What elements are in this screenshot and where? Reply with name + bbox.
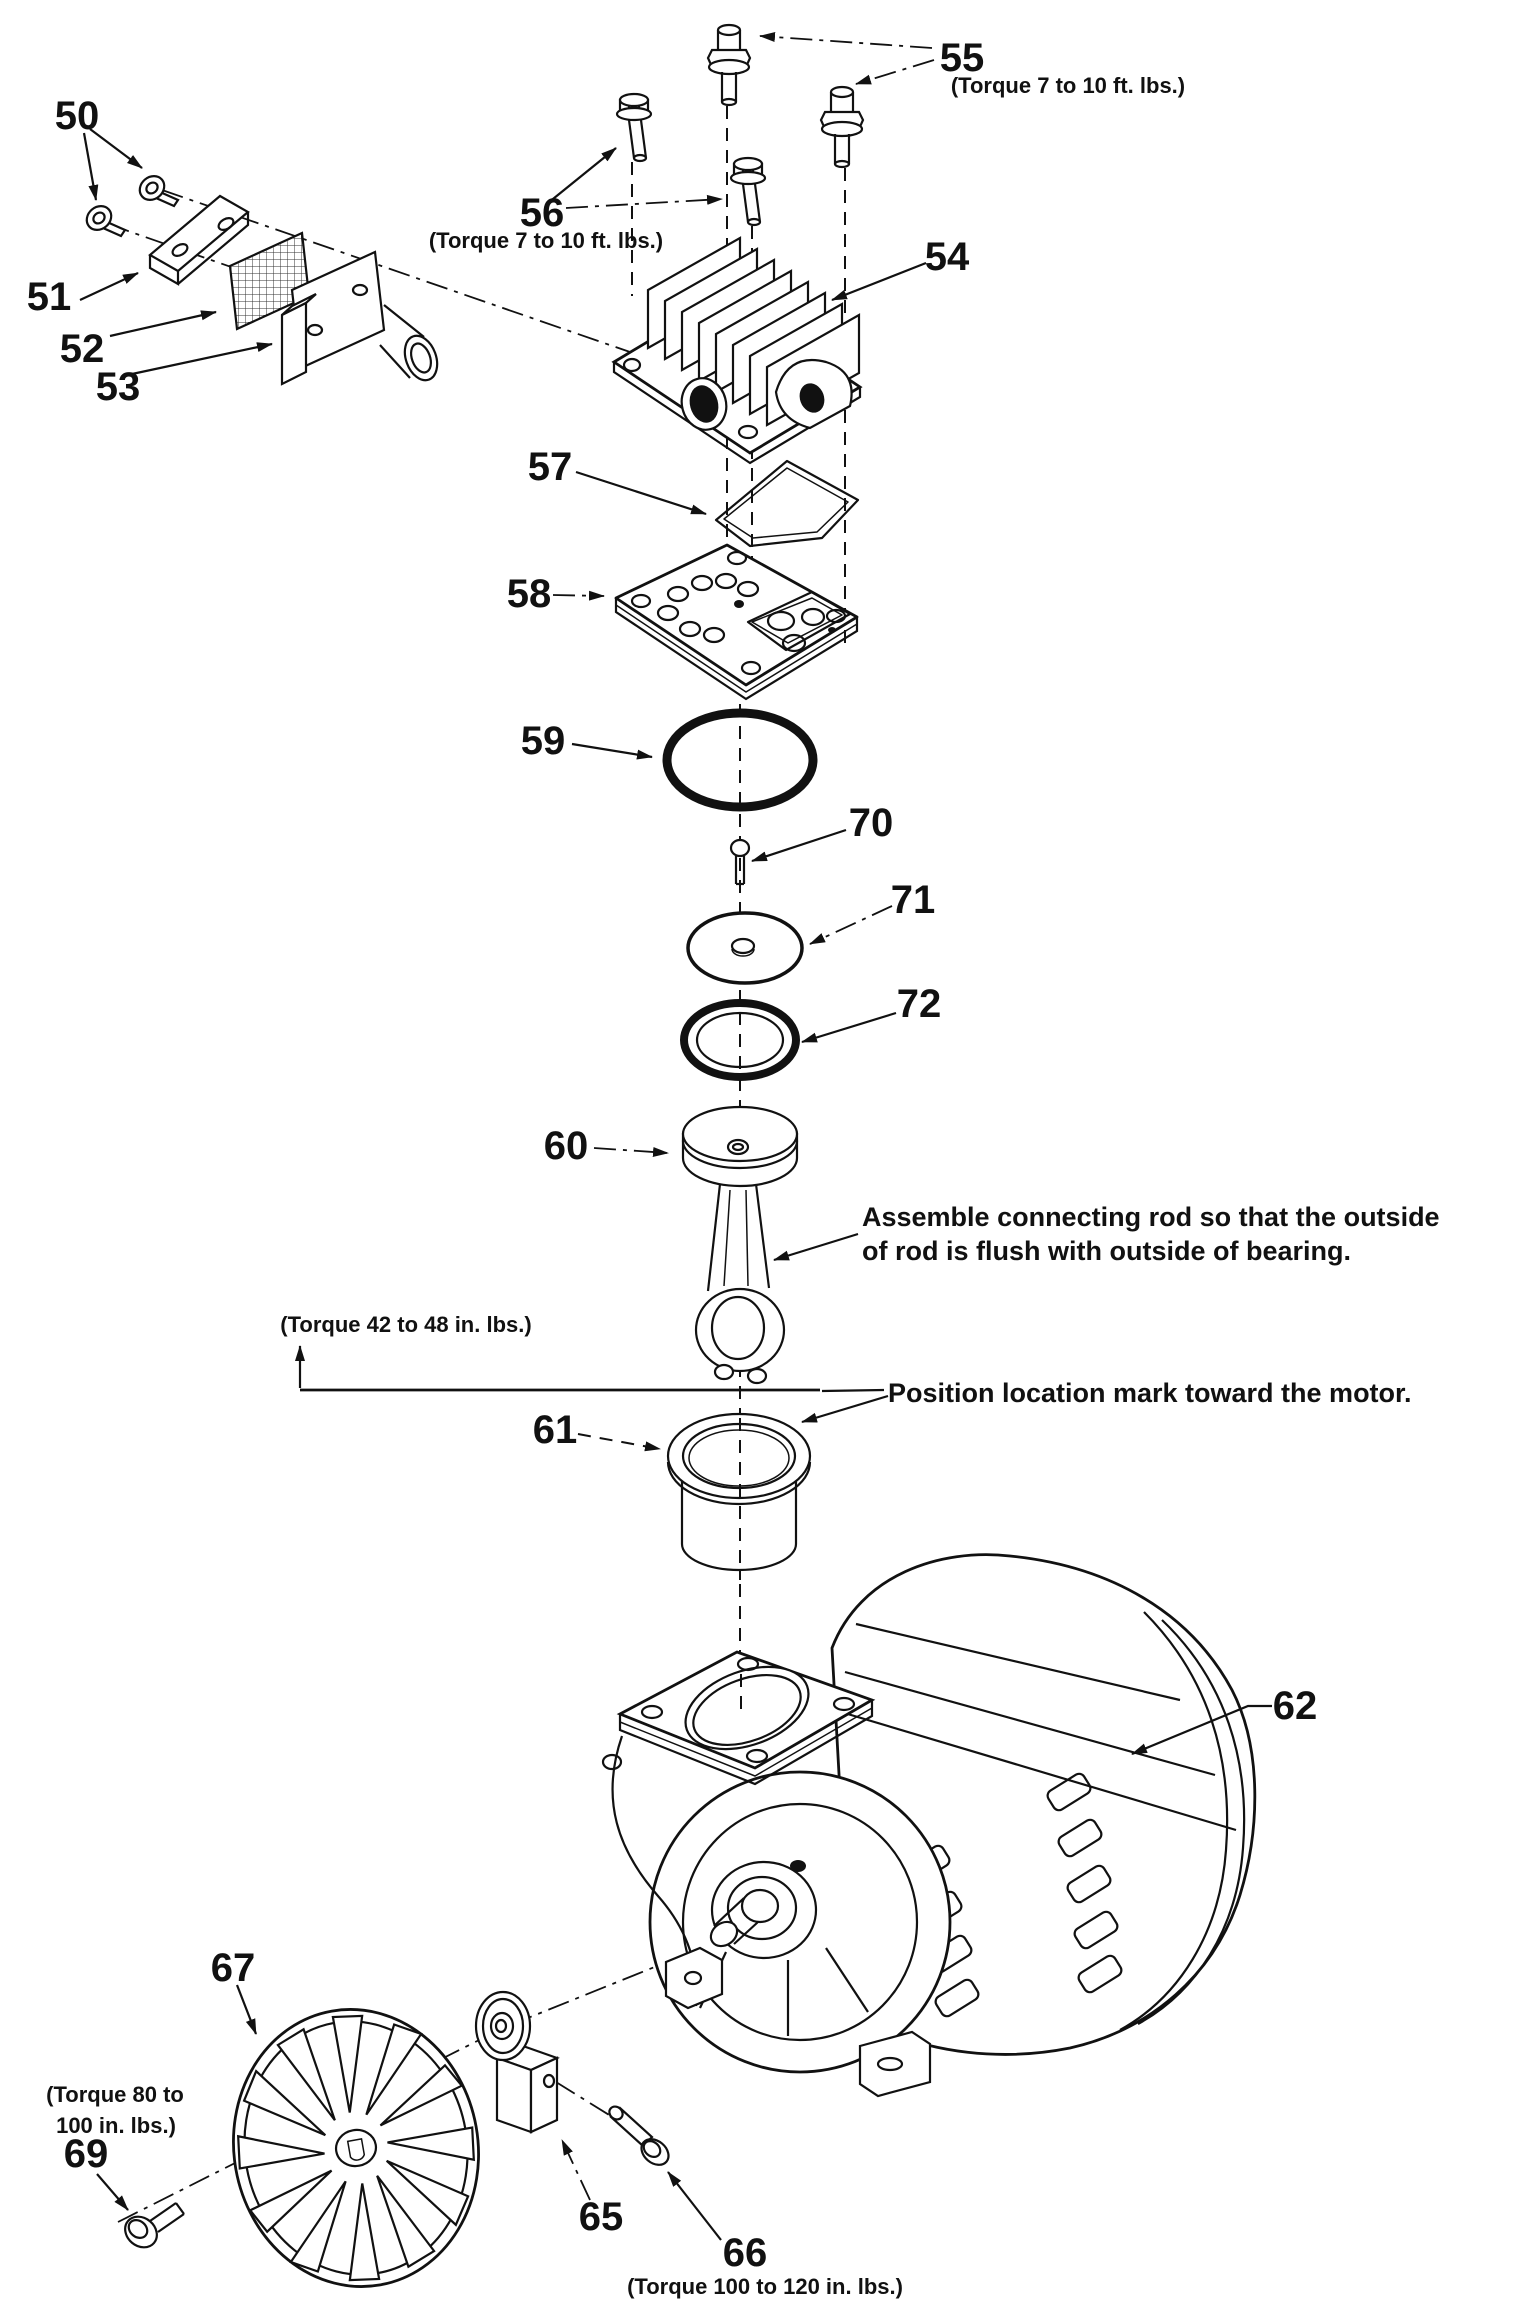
part-label-50: 50 [54, 94, 100, 138]
part-label-59: 59 [520, 719, 566, 763]
filter-block-front [282, 303, 306, 384]
leader-69 [97, 2174, 128, 2210]
leader-70 [752, 830, 846, 861]
rod-bolt-lug [748, 1369, 766, 1383]
torque-note-56: (Torque 7 to 10 ft. lbs.) [428, 228, 664, 253]
head-bolt-b [731, 158, 765, 225]
intake-horn [399, 331, 443, 384]
head-bolt-a [617, 94, 651, 161]
part-label-58: 58 [506, 572, 552, 616]
bolt-flange [617, 108, 651, 120]
rod-bearing-bore [712, 1297, 764, 1359]
part-label-53: 53 [95, 365, 141, 409]
part-label-56: 56 [519, 191, 565, 235]
valve-plate [616, 545, 857, 699]
part-label-66: 66 [722, 2231, 768, 2275]
part-label-60: 60 [543, 1124, 589, 1168]
leader-assemble-note [774, 1234, 858, 1260]
part-label-61: 61 [532, 1408, 578, 1452]
leader-52 [110, 312, 216, 336]
part-label-62: 62 [1272, 1684, 1318, 1728]
cylinder-head [614, 238, 860, 463]
cylinder-sleeve [668, 1414, 810, 1580]
torque-note-80-100-line2: 100 in. lbs.) [56, 2113, 176, 2138]
part-label-57: 57 [527, 445, 573, 489]
assemble-note-line2: of rod is flush with outside of bearing. [862, 1236, 1351, 1266]
torque-note-100-120: (Torque 100 to 120 in. lbs.) [627, 2274, 903, 2299]
torque-note-55: (Torque 7 to 10 ft. lbs.) [950, 73, 1186, 98]
leader-55a [760, 36, 932, 48]
wrist-pin [728, 1140, 748, 1154]
leader-position-a [822, 1390, 884, 1391]
leader-67 [237, 1985, 256, 2034]
leader-71 [810, 906, 892, 944]
counterweight [476, 1992, 557, 2132]
torque-note-80-100-line1: (Torque 80 to [46, 2082, 184, 2107]
filter-screws [82, 171, 178, 236]
counterweight-screw [607, 2104, 674, 2170]
cylinder-mounting-pad [603, 1651, 872, 1784]
part-label-67: 67 [210, 1946, 256, 1990]
leader-57 [576, 472, 706, 514]
counterweight-side [531, 2058, 557, 2132]
fan [212, 1990, 501, 2304]
stud-bolt-b [821, 87, 863, 167]
leader-51 [80, 273, 138, 300]
part-label-72: 72 [896, 982, 942, 1026]
part-label-54: 54 [924, 235, 970, 279]
part-label-65: 65 [578, 2195, 624, 2239]
part-label-71: 71 [890, 878, 936, 922]
leader-65 [562, 2140, 590, 2200]
leader-50a [84, 133, 96, 200]
leader-58 [553, 595, 604, 596]
torque-note-42-48: (Torque 42 to 48 in. lbs.) [280, 1312, 532, 1337]
leader-61 [578, 1434, 660, 1449]
part-label-52: 52 [59, 327, 105, 371]
valve-disc [688, 913, 802, 983]
part-label-70: 70 [848, 801, 894, 845]
counterweight-front [497, 2058, 531, 2132]
rod-bolt-lug [715, 1365, 733, 1379]
assemble-note-line1: Assemble connecting rod so that the outside [862, 1202, 1440, 1232]
position-note: Position location mark toward the motor. [888, 1378, 1412, 1408]
pad-side-bolt [603, 1755, 621, 1769]
leader-66 [668, 2172, 721, 2240]
leader-60 [594, 1148, 668, 1153]
leader-position-b [802, 1396, 888, 1422]
leader-54 [832, 263, 926, 300]
part-label-69: 69 [63, 2132, 109, 2176]
location-mark-dot [790, 1860, 806, 1872]
part-label-55: 55 [939, 36, 985, 80]
piston-and-rod [683, 1107, 797, 1383]
fan-bolt [119, 2203, 184, 2254]
stud-bolt-a [708, 25, 750, 105]
head-gasket [716, 461, 858, 546]
leader-72 [802, 1013, 896, 1042]
bolt-flange [731, 172, 765, 184]
leader-55b [856, 60, 934, 84]
leader-59 [572, 744, 652, 757]
motor-pump-assembly [603, 1555, 1255, 2096]
leader-56b [566, 199, 722, 208]
part-label-51: 51 [26, 275, 72, 319]
leader-53 [132, 344, 272, 374]
